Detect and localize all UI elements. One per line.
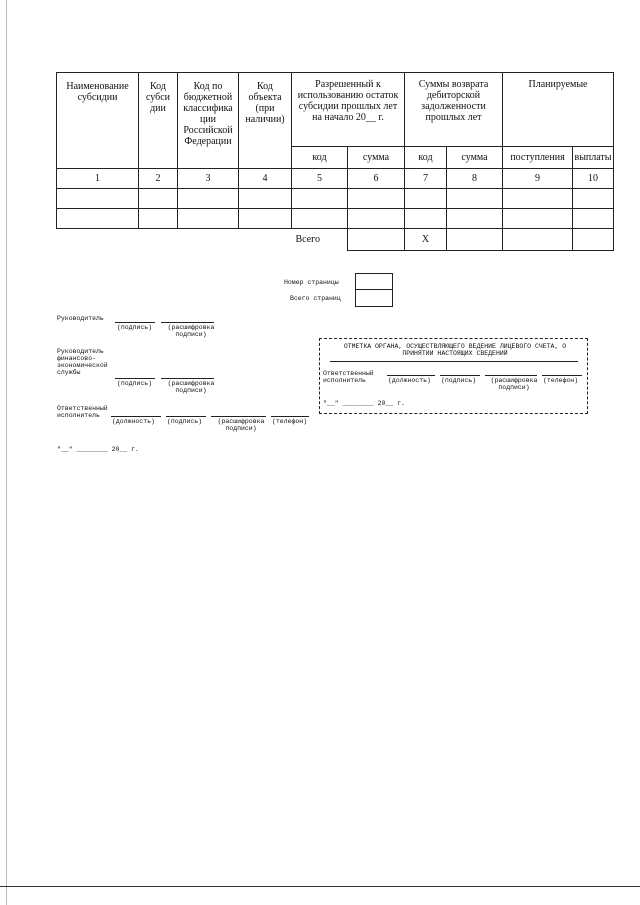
col-number: 6 [348,169,405,189]
subheader-payments: выплаты [573,147,614,169]
header-allowed-balance: Разрешенный к использованию остаток субсидии прошлых лет на начало 20__ г. [292,73,405,147]
table-cell[interactable] [405,189,447,209]
total-sum-cell[interactable] [447,229,503,251]
total-sum-cell[interactable] [503,229,573,251]
col-number: 1 [57,169,139,189]
scan-edge-bottom [0,886,640,887]
table-cell[interactable] [573,189,614,209]
fin-head-label: Руководитель финансово- экономической службы [57,348,108,376]
table-row [57,189,614,209]
resp-decode-caption: (расшифровка подписи) [217,418,265,432]
table-cell[interactable] [573,209,614,229]
total-pages-box[interactable] [355,289,393,307]
fin-decode-caption: (расшифровка подписи) [167,380,215,394]
col-number: 2 [139,169,178,189]
total-sum-cell[interactable] [348,229,405,251]
header-budget-code: Код по бюджетной классифика ции Российской Федерации [178,73,239,169]
header-planned: Планируемые [503,73,614,147]
resp-position-caption: (должность) [112,418,155,425]
total-row [57,229,614,251]
col-number: 9 [503,169,573,189]
table-cell[interactable] [292,209,348,229]
table-cell[interactable] [139,209,178,229]
resp-sign-caption: (подпись) [167,418,203,425]
col-number: 3 [178,169,239,189]
table-cell[interactable] [57,189,139,209]
scan-edge-left [6,0,7,905]
date-line: "__" ________ 20__ г. [57,446,139,453]
header-name: Наименование субсидии [57,73,139,169]
table-row [57,209,614,229]
table-cell[interactable] [348,209,405,229]
page-number-label: Номер страницы [284,279,339,286]
stamp-sign-caption: (подпись) [441,377,477,384]
table-cell[interactable] [139,189,178,209]
table-cell[interactable] [405,209,447,229]
header-subsidy-code: Код субси дии [139,73,178,169]
subheader-sum-2: сумма [447,147,503,169]
col-number: 5 [292,169,348,189]
table-cell[interactable] [57,209,139,229]
subheader-code-1: код [292,147,348,169]
header-object-code: Код объекта (при наличии) [239,73,292,169]
total-sum-cell[interactable] [573,229,614,251]
total-pages-label: Всего страниц [290,295,341,302]
head-label: Руководитель [57,315,104,322]
col-number: 4 [239,169,292,189]
stamp-phone-caption: (телефон) [543,377,579,384]
stamp-decode-caption: (расшифровка подписи) [490,377,538,391]
subheader-sum-1: сумма [348,147,405,169]
table-cell[interactable] [239,209,292,229]
table-cell[interactable] [503,189,573,209]
col-number: 10 [573,169,614,189]
subheader-receipts: поступления [503,147,573,169]
subsidy-table [56,72,614,251]
table-cell[interactable] [178,209,239,229]
stamp-position-caption: (должность) [388,377,431,384]
total-label: Всего [295,234,321,246]
resp-phone-caption: (телефон) [272,418,308,425]
col-number: 7 [405,169,447,189]
fin-sign-caption: (подпись) [117,380,153,387]
column-numbers-row [57,169,614,189]
table-cell[interactable] [348,189,405,209]
header-refund-sums: Суммы возврата дебиторской задолженности прошлых лет [405,73,503,147]
table-cell[interactable] [292,189,348,209]
head-sign-caption: (подпись) [117,324,153,331]
table-cell[interactable] [447,209,503,229]
resp-label: Ответственный исполнитель [57,405,108,419]
table-cell[interactable] [447,189,503,209]
table-cell[interactable] [503,209,573,229]
head-decode-caption: (расшифровка подписи) [167,324,215,338]
stamp-resp-label: Ответственный исполнитель [323,370,374,384]
stamp-title: ОТМЕТКА ОРГАНА, ОСУЩЕСТВЛЯЮЩЕГО ВЕДЕНИЕ ЛИЦЕВОГО СЧЕТА, О ПРИНЯТИИ НАСТОЯЩИХ СВЕДЕНИЙ [343,343,567,357]
total-mark: X [405,229,447,251]
table-cell[interactable] [178,189,239,209]
stamp-date-line: "__" ________ 20__ г. [323,400,405,407]
table-cell[interactable] [239,189,292,209]
col-number: 8 [447,169,503,189]
subheader-code-2: код [405,147,447,169]
